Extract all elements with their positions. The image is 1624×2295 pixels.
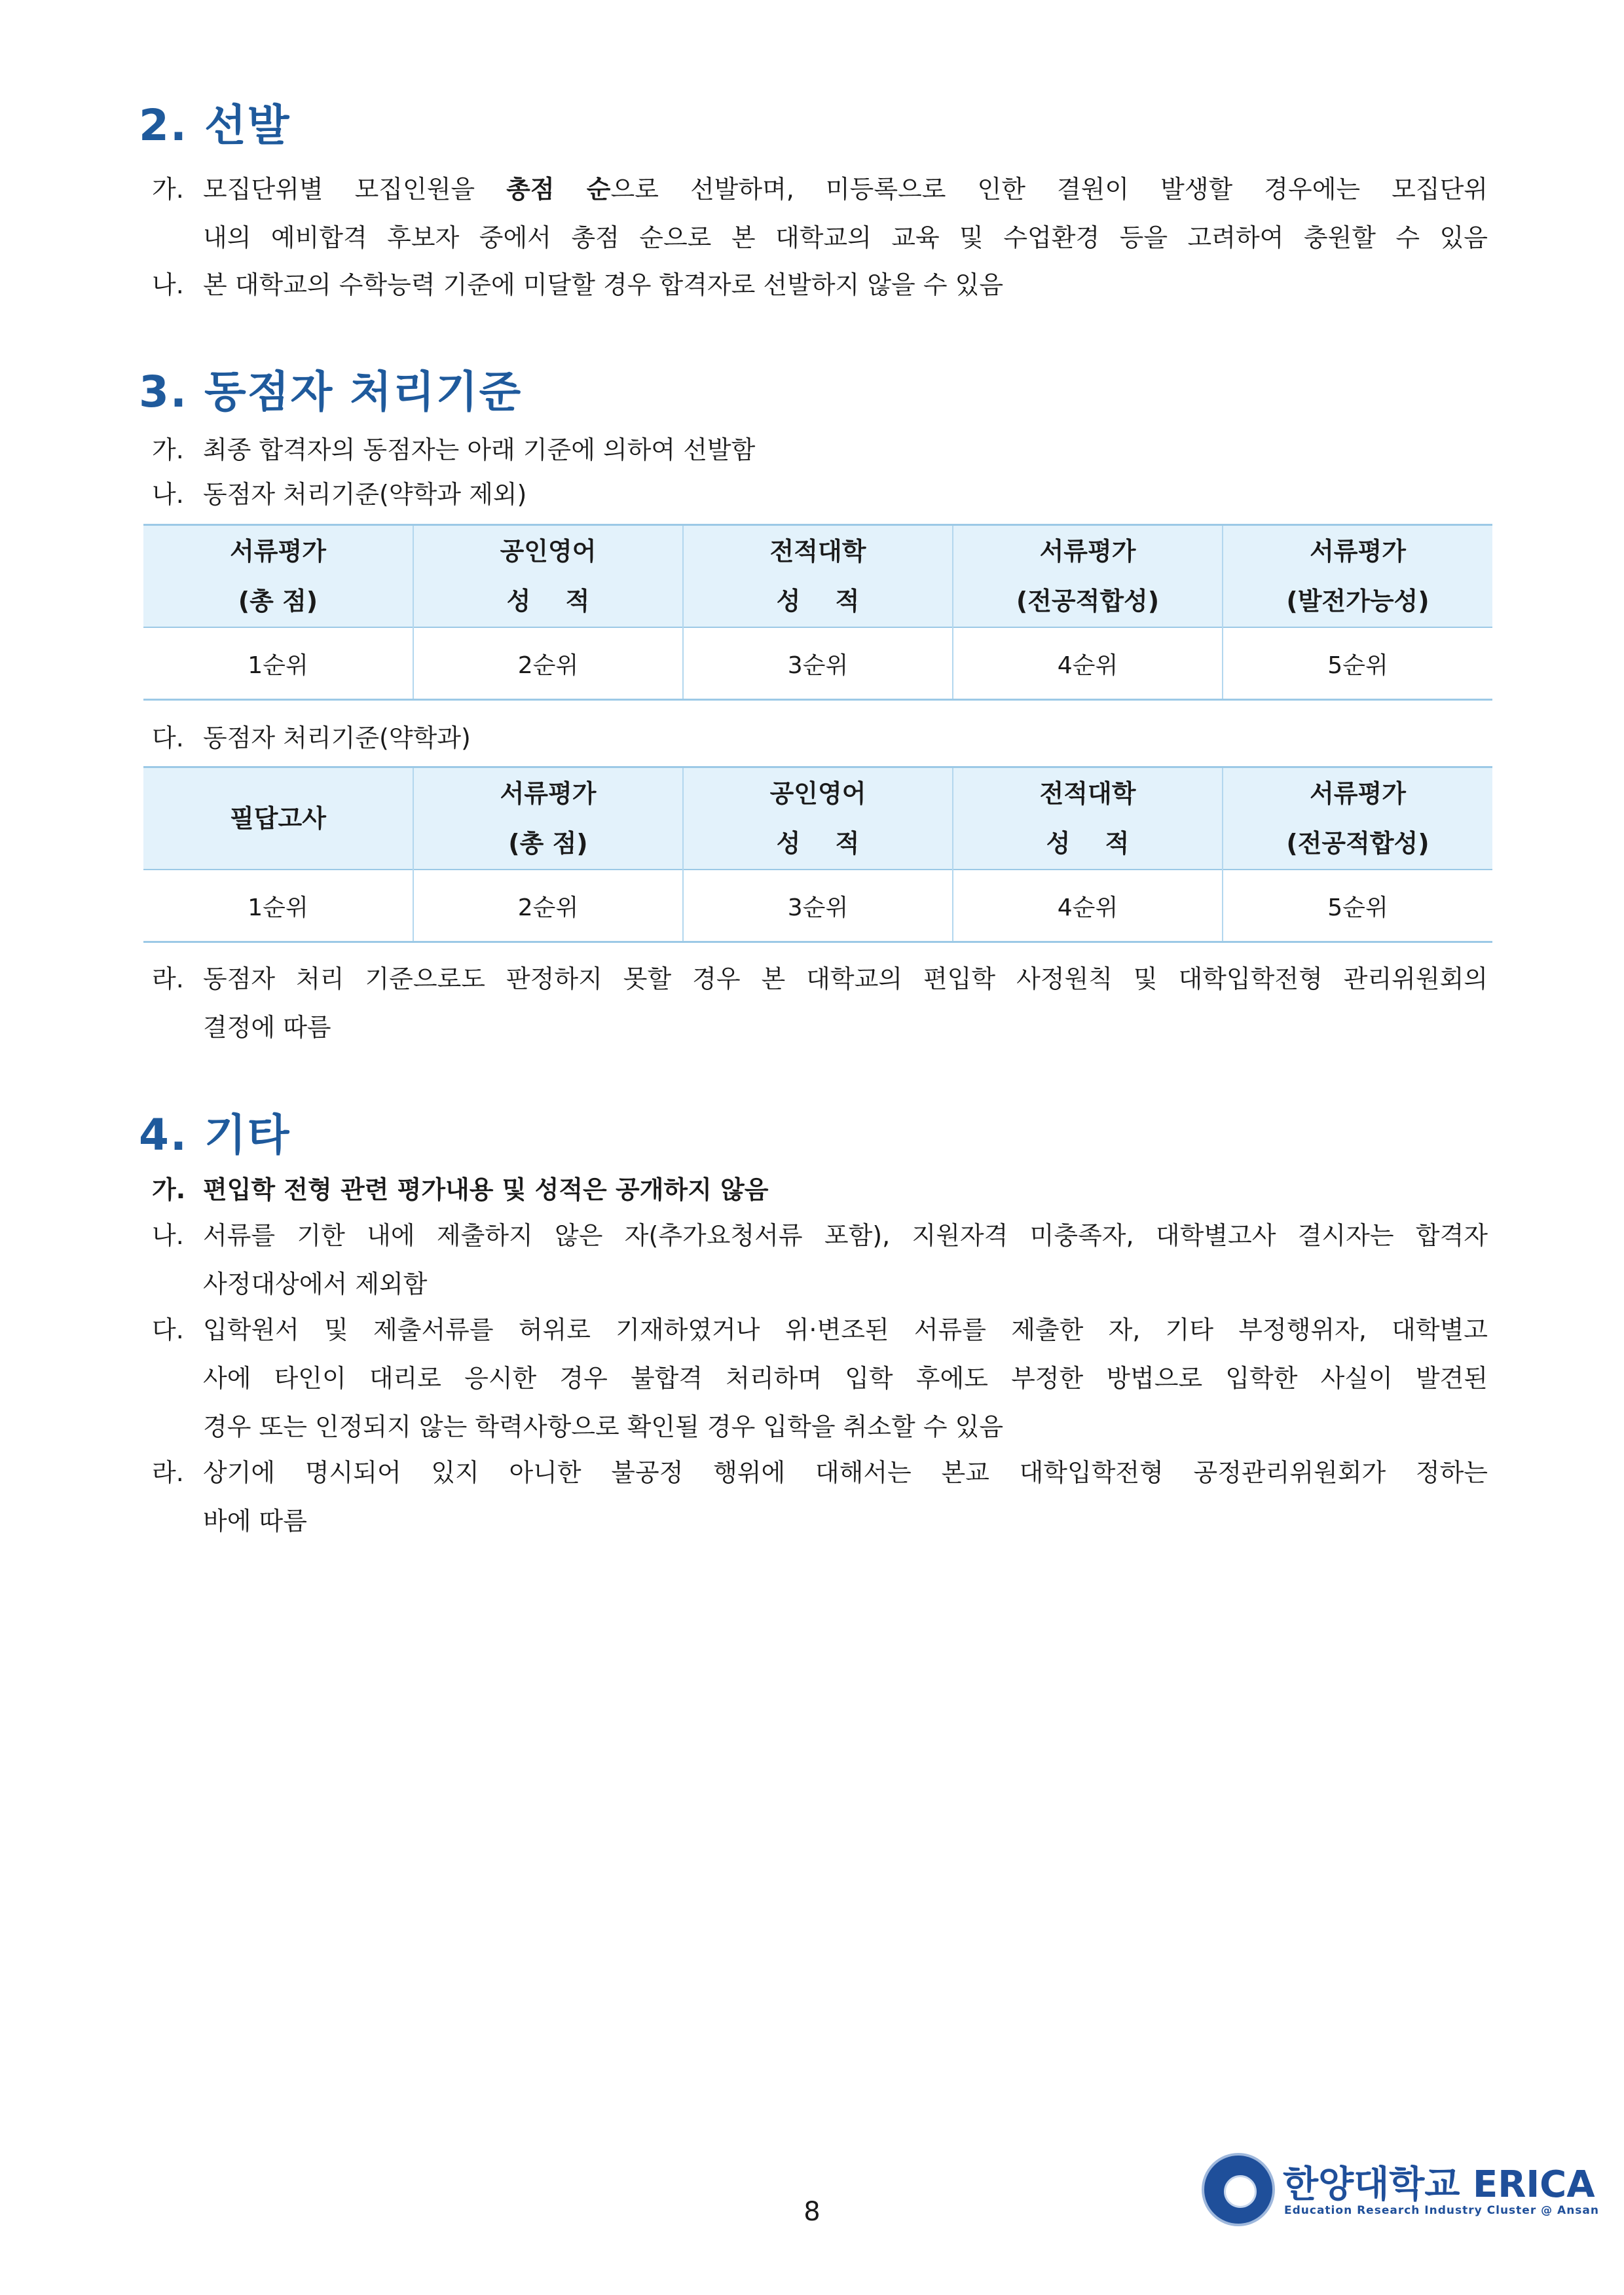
- header-cell: 서류평가 (총 점): [143, 525, 413, 628]
- item-line: 결정에 따름: [203, 1013, 331, 1042]
- item-marker: 가.: [152, 435, 184, 464]
- item-line: 경우 또는 인정되지 않는 학력사항으로 확인될 경우 입학을 취소할 수 있음: [203, 1412, 1004, 1441]
- header-cell: 전적대학 성 적: [683, 525, 953, 628]
- s2-item-ga-line2: 내의 예비합격 후보자 중에서 총점 순으로 본 대학교의 교육 및 수업환경 등을 고려하여 충원할 수 있음: [203, 223, 1488, 252]
- item-line: 상기에 명시되어 있지 아니한 불공정 행위에 대해서는 본교 대학입학전형 공정관리위원회가 정하는: [203, 1458, 1488, 1487]
- rank-cell: 4순위: [953, 870, 1223, 942]
- header-cell: 서류평가 (전공적합성): [1223, 767, 1492, 870]
- logo-title: 한양대학교 ERICA: [1283, 2163, 1595, 2206]
- tiebreak-table-pharmacy: [143, 766, 1492, 943]
- section-3-title: 3. 동점자 처리기준: [139, 367, 523, 417]
- item-marker: 나.: [152, 1221, 184, 1250]
- item-marker: 다.: [152, 1315, 184, 1344]
- rank-cell: 2순위: [413, 627, 683, 700]
- rank-cell: 1순위: [143, 627, 413, 700]
- item-line: 사에 타인이 대리로 응시한 경우 불합격 처리하며 입학 후에도 부정한 방법으로 입학한 사실이 발견된: [203, 1364, 1488, 1393]
- header-cell: 필답고사: [143, 767, 413, 870]
- header-cell: 서류평가 (전공적합성): [953, 525, 1223, 628]
- item-line: 바에 따름: [203, 1507, 307, 1535]
- header-cell: 서류평가 (총 점): [413, 767, 683, 870]
- rank-cell: 3순위: [683, 870, 953, 942]
- rank-cell: 1순위: [143, 870, 413, 942]
- item-line: 동점자 처리 기준으로도 판정하지 못할 경우 본 대학교의 편입학 사정원칙 및 대학입학전형 관리위원회의: [203, 964, 1488, 993]
- rank-cell: 5순위: [1223, 627, 1492, 700]
- rank-cell: 3순위: [683, 627, 953, 700]
- item-marker: 가.: [152, 175, 184, 204]
- item-text: 최종 합격자의 동점자는 아래 기준에 의하여 선발함: [203, 435, 756, 464]
- item-marker: 나.: [152, 480, 184, 509]
- s2-item-ga-line1: 모집단위별 모집인원을 총점 순으로 선발하며, 미등록으로 인한 결원이 발생할 경우에는 모집단위: [203, 175, 1488, 204]
- header-cell: 전적대학 성 적: [953, 767, 1223, 870]
- item-marker: 라.: [152, 964, 184, 993]
- item-text: 본 대학교의 수학능력 기준에 미달할 경우 합격자로 선발하지 않을 수 있음: [203, 270, 1004, 299]
- section-2-title: 2. 선발: [139, 100, 291, 151]
- item-marker: 가.: [152, 1175, 186, 1204]
- rank-cell: 4순위: [953, 627, 1223, 700]
- item-text: 동점자 처리기준(약학과): [203, 724, 471, 752]
- rank-cell: 2순위: [413, 870, 683, 942]
- item-line: 서류를 기한 내에 제출하지 않은 자(추가요청서류 포함), 지원자격 미충족자, 대학별고사 결시자는 합격자: [203, 1221, 1488, 1250]
- header-cell: 공인영어 성 적: [683, 767, 953, 870]
- header-cell: 공인영어 성 적: [413, 525, 683, 628]
- table-row: [143, 627, 1492, 700]
- table-header-row: [143, 525, 1492, 628]
- table-row: [143, 870, 1492, 942]
- tiebreak-table-excluding-pharmacy: [143, 524, 1492, 701]
- header-cell: 서류평가 (발전가능성): [1223, 525, 1492, 628]
- table-header-row: [143, 767, 1492, 870]
- section-4-title: 4. 기타: [139, 1110, 291, 1160]
- item-text: 동점자 처리기준(약학과 제외): [203, 480, 527, 509]
- item-marker: 다.: [152, 724, 184, 752]
- rank-cell: 5순위: [1223, 870, 1492, 942]
- logo-subtitle: Education Research Industry Cluster @ Ansan: [1284, 2204, 1599, 2217]
- university-logo: [1202, 2153, 1599, 2238]
- page-number: 8: [803, 2197, 821, 2227]
- item-marker: 라.: [152, 1458, 184, 1487]
- university-seal-icon: [1202, 2153, 1275, 2226]
- item-line: 입학원서 및 제출서류를 허위로 기재하였거나 위·변조된 서류를 제출한 자, 기타 부정행위자, 대학별고: [203, 1315, 1488, 1344]
- item-text: 편입학 전형 관련 평가내용 및 성적은 공개하지 않음: [203, 1175, 769, 1204]
- emphasis-text: 총점 순: [506, 175, 611, 204]
- item-marker: 나.: [152, 270, 184, 299]
- item-line: 사정대상에서 제외함: [203, 1270, 428, 1298]
